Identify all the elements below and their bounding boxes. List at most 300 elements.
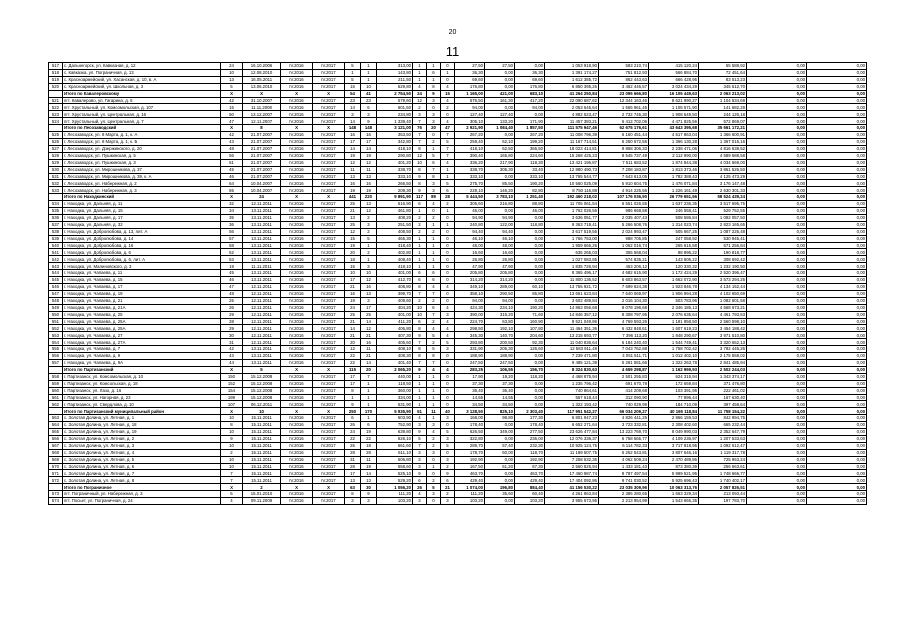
table-cell: 3 176 147,48 [699,180,747,187]
table-cell: 1 [427,145,441,152]
table-cell: 4 [427,201,441,208]
table-cell: 72 451,64 [699,69,747,76]
table-cell: 13.11.2011 [243,249,281,256]
table-cell: 429,40 [515,477,545,484]
table-cell: 8 521 049,86 [545,318,599,325]
table-cell: IV.2016 [281,429,313,436]
table-cell: 0,00 [747,359,807,366]
table-cell: 47,90 [455,263,485,270]
table-cell: 71,60 [515,311,545,318]
table-cell: 250 [345,408,361,415]
table-cell: 17 [361,138,377,145]
table-cell: 18 [361,442,377,449]
table-cell: 85,80 [515,290,545,297]
table-row [49,304,867,311]
table-cell: 26,80 [455,256,485,263]
table-cell: 3 573 294,25 [699,277,747,284]
table-cell: 5 [427,332,441,339]
table-cell: 2 [427,477,441,484]
table-cell: 553 [49,332,63,339]
table-row [49,180,867,187]
table-cell: 529,20 [377,477,413,484]
table-cell: 0,00 [747,132,807,139]
table-cell: 1 748 666,77 [699,470,747,477]
table-cell: 0,00 [807,187,867,194]
table-cell: 13.11.2011 [243,228,281,235]
table-row [49,284,867,291]
table-cell: 6 [413,201,427,208]
table-cell: 583 210,74 [599,63,649,70]
table-cell: 1 [345,69,361,76]
table-cell: 0,00 [807,90,867,97]
table-cell: 19 [361,463,377,470]
table-cell: 53 [221,256,243,263]
table-cell: X [281,366,313,373]
table-cell [49,366,63,373]
table-cell: 397 458,64 [699,401,747,408]
table-cell: 3 602 489,84 [545,297,599,304]
table-cell: IV.2017 [313,415,345,422]
table-cell: 1 087 226,48 [699,228,747,235]
table-cell: 412,70 [377,277,413,284]
table-cell: IV.2016 [281,332,313,339]
address-cell: с. Золотая Долина, ул. Летная, д. 3 [63,442,221,449]
table-cell: 9 [221,435,243,442]
table-cell: IV.2016 [281,201,313,208]
table-cell: 521 [49,97,63,104]
table-cell: 404,20 [377,304,413,311]
table-cell: 336,20 [455,159,485,166]
table-cell: 15 [345,235,361,242]
table-cell: 7 [413,339,427,346]
table-cell: 7 [413,138,427,145]
table-cell: 12 [345,159,361,166]
table-cell: 3 [427,111,441,118]
table-cell: 88,80 [515,201,545,208]
table-cell: 463,70 [455,470,485,477]
table-cell: 0,00 [747,353,807,360]
table-cell: 8 324 830,63 [545,366,599,373]
table-cell: 42 [221,346,243,353]
table-cell: 48,00 [485,242,515,249]
table-cell: 0,00 [747,242,807,249]
table-cell: 54 [345,90,361,97]
table-cell: 626,10 [377,435,413,442]
table-cell: 1 959 666,26 [545,242,599,249]
table-cell: 1 [441,208,455,215]
table-cell: 988 705,85 [599,235,649,242]
table-cell: 0,00 [747,380,807,387]
address-cell: г. Находка, ул. Чапаева, д. 25А [63,325,221,332]
table-cell: 35,60 [485,491,515,498]
table-cell: 11 [361,346,377,353]
table-cell: 259,40 [455,138,485,145]
table-cell: 0,00 [747,297,807,304]
table-cell: 4 125 473,29 [699,173,747,180]
table-cell: 524 [49,118,63,125]
table-cell: 6 [413,277,427,284]
table-cell: 177,30 [515,415,545,422]
table-cell: 7 699 624,38 [599,284,649,291]
table-cell: 576,50 [455,97,485,104]
table-cell: 1 [427,76,441,83]
table-cell: 0 [441,387,455,394]
table-cell: 64 [221,180,243,187]
table-cell: 0,00 [747,422,807,429]
table-cell: 522 [49,104,63,111]
table-row [49,318,867,325]
table-cell: 0,00 [515,270,545,277]
table-cell: 1 637 236,35 [649,201,699,208]
table-cell: 8 787 497,54 [599,470,649,477]
table-cell: 4 [441,97,455,104]
table-cell: 275,70 [455,180,485,187]
table-cell: 0,00 [747,366,807,373]
table-cell: 559 [49,380,63,387]
table-cell: 23 [345,97,361,104]
table-cell: 0,00 [485,456,515,463]
table-cell: 23 626 477,84 [545,429,599,436]
table-cell: 0,00 [807,366,867,373]
table-cell: IV.2017 [313,442,345,449]
table-cell: 13.11.2011 [243,235,281,242]
table-cell: 3 [413,463,427,470]
table-cell: 529,80 [377,83,413,90]
table-cell: IV.2017 [313,221,345,228]
table-cell: 9 [413,332,427,339]
table-cell: IV.2016 [281,249,313,256]
table-row [49,249,867,256]
table-row [49,456,867,463]
table-cell: 552 [49,325,63,332]
address-cell: г. Находка, ул. Чапаева, д. 21А [63,304,221,311]
table-cell: 21 [345,318,361,325]
table-cell: 13 [345,173,361,180]
table-cell: IV.2016 [281,187,313,194]
table-cell: 5 [361,235,377,242]
table-cell: 1 343 374,17 [699,373,747,380]
table-cell: 2 [427,214,441,221]
table-cell: 14 [361,145,377,152]
table-cell: 7 [441,132,455,139]
table-cell: 246 558,41 [649,208,699,215]
table-cell: IV.2017 [313,429,345,436]
table-cell: 6 [427,69,441,76]
table-cell: 6 [413,477,427,484]
table-row [49,152,867,159]
table-cell: IV.2017 [313,138,345,145]
table-cell: 57,40 [485,442,515,449]
table-cell: 517 [49,63,63,70]
table-cell: 1 [413,394,427,401]
table-cell: 4 826 441,25 [599,415,649,422]
table-cell: 21.07.2007 [243,173,281,180]
table-cell: 69,60 [455,76,485,83]
table-cell: 216,80 [485,201,515,208]
table-cell: 0,00 [807,380,867,387]
table-cell: 12.11.2011 [243,297,281,304]
table-cell: 4 062 509,24 [599,456,649,463]
table-cell: 2 303,40 [515,408,545,415]
table-cell: 188,90 [455,353,485,360]
table-cell: 52 [221,249,243,256]
table-cell: 10 [413,311,427,318]
table-cell: 26 [221,304,243,311]
table-cell: 41 [361,90,377,97]
address-cell: с. Золотая Долина, ул. Летная, д. 7 [63,470,221,477]
table-cell: 6 412 702,06 [599,118,649,125]
table-cell: IV.2016 [281,145,313,152]
table-cell: 26 [413,484,427,491]
table-cell: 0,00 [485,477,515,484]
table-cell: 0,00 [515,228,545,235]
table-cell: 313,00 [377,63,413,70]
table-cell: 178,40 [455,422,485,429]
table-cell: 5 [427,484,441,491]
table-cell: X [281,194,313,201]
table-cell: 24 [243,194,281,201]
table-cell: 0,00 [747,159,807,166]
table-cell: 12 [413,152,427,159]
table-cell: 390,40 [455,152,485,159]
table-cell: 2 501 255,83 [599,373,649,380]
subtotal-row [49,125,867,132]
table-cell: 531,90 [377,401,413,408]
table-cell: 45 [221,270,243,277]
table-row [49,104,867,111]
table-cell: 579,60 [377,97,413,104]
table-cell: IV.2017 [313,290,345,297]
table-cell: 289,00 [485,284,515,291]
table-cell: 7 396 113,20 [599,332,649,339]
table-cell: 47,90 [485,263,515,270]
table-cell: 4 261 863,84 [545,491,599,498]
table-cell: 0,00 [807,277,867,284]
table-cell: 6 652 271,64 [545,422,599,429]
table-cell: IV.2017 [313,145,345,152]
table-row [49,173,867,180]
table-cell: 204,60 [515,332,545,339]
table-cell: X [313,194,345,201]
table-cell: 424,30 [455,304,485,311]
table-cell: 43 [221,353,243,360]
table-cell: 1 339,40 [377,118,413,125]
table-cell: 8 [413,353,427,360]
table-cell: 322,80 [455,435,485,442]
address-cell: г. Партизанск, ул. Комсольская, д. 18 [63,380,221,387]
table-cell: 0,00 [807,387,867,394]
table-cell: 884,40 [515,484,545,491]
table-cell: 51 [413,408,427,415]
table-cell: 32 [221,201,243,208]
table-cell: 541 [49,249,63,256]
address-cell: Итого по Находкинский [63,194,221,201]
table-cell: 2 [427,318,441,325]
table-cell: 7 [427,290,441,297]
table-row [49,63,867,70]
table-cell: 36,30 [455,69,485,76]
table-cell [49,408,63,415]
table-cell: IV.2017 [313,173,345,180]
table-cell: 0,00 [515,242,545,249]
table-cell: 98,80 [485,415,515,422]
table-cell: 547 [49,290,63,297]
table-cell: 0,00 [807,435,867,442]
table-cell: 9 [413,187,427,194]
table-cell: 550 [49,311,63,318]
table-cell: 205,30 [485,346,515,353]
table-cell: 2 308 402,60 [649,422,699,429]
table-row [49,138,867,145]
table-cell: 6 [427,270,441,277]
table-cell: 16 [345,132,361,139]
table-cell: 126,60 [515,346,545,353]
table-row [49,187,867,194]
table-cell: 197 783,70 [699,498,747,505]
table-cell: 35 [221,214,243,221]
table-cell: 0,00 [807,194,867,201]
table-cell: 11 800 136,52 [545,277,599,284]
table-cell: 1 476 071,84 [649,180,699,187]
table-cell: 192,90 [515,456,545,463]
table-cell: 3 782 445,26 [699,346,747,353]
table-cell: 7 [361,373,377,380]
table-cell: 0,00 [747,256,807,263]
table-cell: IV.2017 [313,498,345,505]
table-cell: 11 [361,456,377,463]
table-cell: 13 [361,290,377,297]
table-cell: 2 [413,104,427,111]
table-cell: 0,00 [807,242,867,249]
table-cell: 23 [361,97,377,104]
table-cell: IV.2016 [281,242,313,249]
table-cell: 3 [345,498,361,505]
table-cell: 3 320 652,13 [699,339,747,346]
table-cell: 0,00 [807,173,867,180]
table-cell: IV.2016 [281,415,313,422]
table-cell: 50 [221,111,243,118]
table-cell: 106,55 [485,366,515,373]
table-cell: IV.2017 [313,277,345,284]
table-cell: 3 807 646,16 [649,449,699,456]
table-cell: 0 [427,470,441,477]
table-cell: 0,00 [747,394,807,401]
table-cell: X [221,408,243,415]
table-cell: IV.2016 [281,277,313,284]
table-cell: 2 175 558,02 [699,353,747,360]
table-cell: 1 [427,235,441,242]
table-cell: 0,00 [747,214,807,221]
table-cell: 0,00 [747,201,807,208]
table-cell: IV.2017 [313,270,345,277]
table-cell: 19 [361,152,377,159]
table-cell: 8 [427,83,441,90]
table-cell: 5 444,50 [455,194,485,201]
table-cell: IV.2016 [281,318,313,325]
table-cell: 118,70 [515,449,545,456]
table-cell: 42 [221,132,243,139]
table-cell: 17 [345,373,361,380]
address-cell: г. Находка, ул. Малиновского, д. 3 [63,263,221,270]
table-cell: IV.2017 [313,132,345,139]
table-cell: 26 779 651,56 [649,194,699,201]
table-cell: 4 [427,284,441,291]
table-cell: X [221,90,243,97]
table-cell: 1 906 994,28 [649,290,699,297]
table-cell: 10 [221,463,243,470]
table-cell: 55 588,92 [699,63,747,70]
table-cell: 1 172 424,29 [649,270,699,277]
table-cell: 1 [361,394,377,401]
table-cell: 192,90 [455,456,485,463]
table-cell: 3 [427,449,441,456]
table-cell: 8 365 496,17 [545,270,599,277]
table-cell: IV.2016 [281,290,313,297]
table-row [49,498,867,505]
table-cell: 19 [345,242,361,249]
table-cell: 1 762 026,56 [545,208,599,215]
table-cell: 0,00 [747,145,807,152]
table-cell: 36,40 [455,387,485,394]
table-cell: 27,50 [455,63,485,70]
table-cell: 0,00 [807,304,867,311]
table-cell: IV.2017 [313,104,345,111]
table-cell: 560 [49,387,63,394]
table-cell: 6 [441,477,455,484]
table-cell: 3 [441,435,455,442]
table-cell: IV.2017 [313,387,345,394]
table-cell: IV.2017 [313,242,345,249]
table-cell: 1 612 385,72 [545,76,599,83]
table-cell: 5 [345,76,361,83]
table-cell: 314,20 [455,277,485,284]
table-cell: 3 [427,422,441,429]
table-cell: 28 [441,194,455,201]
table-cell: 12 076 336,37 [545,435,599,442]
table-cell: 0,00 [807,484,867,491]
table-cell: 1 848 290,67 [649,332,699,339]
table-cell: 160,90 [515,318,545,325]
table-cell: 1 314 023,74 [649,221,699,228]
table-cell: 20 [361,366,377,373]
table-cell: 4 [441,83,455,90]
address-cell: г. Партизанск, ул. Лазо, д. 16 [63,387,221,394]
table-cell: 77 896,44 [649,394,699,401]
table-cell: IV.2016 [281,173,313,180]
table-cell: 408,30 [377,353,413,360]
table-cell: 0,00 [515,394,545,401]
table-cell: 0,00 [747,125,807,132]
table-cell: 572 [49,477,63,484]
table-cell: IV.2017 [313,477,345,484]
table-cell: 0,00 [747,187,807,194]
table-cell: IV.2017 [313,187,345,194]
table-cell: 103,20 [515,498,545,505]
table-cell: IV.2016 [281,118,313,125]
table-cell: 1 607 619,23 [649,325,699,332]
table-cell: 6 [413,318,427,325]
table-cell: 16 [361,284,377,291]
table-cell: 21.07.2007 [243,145,281,152]
table-cell: 7 043 762,88 [599,346,649,353]
table-cell: 26 [345,422,361,429]
table-cell: 441 [345,194,361,201]
table-cell: 17 [361,304,377,311]
table-cell: 234,10 [485,304,515,311]
table-cell: 601,50 [377,104,413,111]
table-cell: 20 [345,339,361,346]
table-cell: 19 [361,429,377,436]
